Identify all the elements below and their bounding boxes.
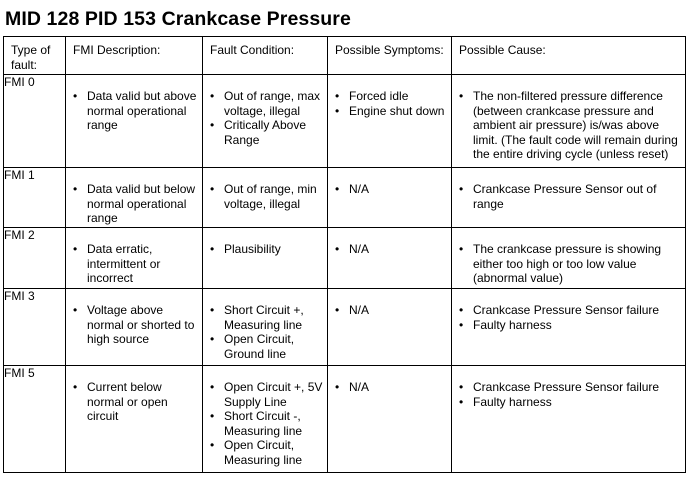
bullet-item: • N/A xyxy=(334,182,447,197)
fault-condition-list xyxy=(209,303,323,361)
page-title: MID 128 PID 153 Crankcase Pressure xyxy=(5,8,351,30)
bullet-item: • Data valid but below normal operational range xyxy=(72,182,198,226)
fmi-description-cell xyxy=(66,366,203,473)
fault-condition-cell xyxy=(203,366,328,473)
fmi-description-list xyxy=(72,242,198,286)
possible-cause-cell xyxy=(452,289,686,366)
header-possible-cause: Possible Cause: xyxy=(452,37,686,75)
fault-condition-cell xyxy=(203,228,328,289)
bullet-item: • Crankcase Pressure Sensor out of range xyxy=(458,182,681,211)
fmi-description-cell xyxy=(66,289,203,366)
table-header-row xyxy=(4,37,686,75)
fault-code-table xyxy=(3,36,686,473)
fmi-description-list xyxy=(72,303,198,347)
fmi-description-cell xyxy=(66,228,203,289)
possible-cause-list xyxy=(458,303,681,332)
possible-cause-cell xyxy=(452,366,686,473)
bullet-item: • Plausibility xyxy=(209,242,323,257)
fault-condition-list xyxy=(209,242,323,257)
bullet-item: • Forced idle xyxy=(334,89,447,104)
bullet-item: • Crankcase Pressure Sensor failure xyxy=(458,303,681,318)
bullet-item: • Short Circuit -, Measuring line xyxy=(209,409,323,438)
possible-symptoms-cell xyxy=(328,75,452,168)
bullet-item: • Out of range, min voltage, illegal xyxy=(209,182,323,211)
bullet-item: • Critically Above Range xyxy=(209,118,323,147)
fmi-description-cell xyxy=(66,168,203,228)
fmi-description-cell xyxy=(66,75,203,168)
fault-type-cell: FMI 1 xyxy=(4,168,66,228)
table-row xyxy=(4,75,686,168)
fault-condition-list xyxy=(209,380,323,467)
possible-cause-list xyxy=(458,380,681,409)
bullet-item: • Out of range, max voltage, illegal xyxy=(209,89,323,118)
possible-symptoms-cell xyxy=(328,366,452,473)
bullet-item: • Voltage above normal or shorted to high source xyxy=(72,303,198,347)
bullet-item: • Current below normal or open circuit xyxy=(72,380,198,424)
fault-condition-list xyxy=(209,182,323,211)
bullet-item: • Engine shut down xyxy=(334,104,447,119)
bullet-item: • N/A xyxy=(334,380,447,395)
fault-condition-cell xyxy=(203,289,328,366)
bullet-item: • Data erratic, intermittent or incorrect xyxy=(72,242,198,286)
possible-cause-list xyxy=(458,89,681,162)
bullet-item: • Open Circuit, Ground line xyxy=(209,332,323,361)
bullet-item: • N/A xyxy=(334,303,447,318)
bullet-item: • Open Circuit, Measuring line xyxy=(209,438,323,467)
possible-symptoms-list xyxy=(334,242,447,257)
possible-cause-list xyxy=(458,182,681,211)
bullet-item: • Faulty harness xyxy=(458,318,681,333)
fault-condition-cell xyxy=(203,75,328,168)
possible-symptoms-list xyxy=(334,182,447,197)
possible-cause-cell xyxy=(452,75,686,168)
header-fmi-description: FMI Description: xyxy=(66,37,203,75)
fault-condition-cell xyxy=(203,168,328,228)
bullet-item: • The crankcase pressure is showing either too high or too low value (abnormal value) xyxy=(458,242,681,286)
possible-symptoms-cell xyxy=(328,168,452,228)
fault-condition-list xyxy=(209,89,323,147)
possible-symptoms-cell xyxy=(328,289,452,366)
bullet-item: • Open Circuit +, 5V Supply Line xyxy=(209,380,323,409)
possible-symptoms-list xyxy=(334,89,447,118)
fmi-description-list xyxy=(72,380,198,424)
bullet-item: • Crankcase Pressure Sensor failure xyxy=(458,380,681,395)
possible-symptoms-list xyxy=(334,380,447,395)
bullet-item: • N/A xyxy=(334,242,447,257)
table-row xyxy=(4,168,686,228)
table-row xyxy=(4,366,686,473)
possible-symptoms-list xyxy=(334,303,447,318)
table-body xyxy=(4,75,686,473)
fault-type-cell: FMI 2 xyxy=(4,228,66,289)
header-possible-symptoms: Possible Symptoms: xyxy=(328,37,452,75)
fault-type-cell: FMI 5 xyxy=(4,366,66,473)
bullet-item: • Faulty harness xyxy=(458,395,681,410)
possible-cause-cell xyxy=(452,228,686,289)
possible-cause-list xyxy=(458,242,681,286)
header-type-of-fault: Type of fault: xyxy=(4,37,66,75)
possible-symptoms-cell xyxy=(328,228,452,289)
bullet-item: • The non-filtered pressure difference (between crankcase pressure and ambient air pressure) is/was above limit. (The fault code will remain during the entire driving cycle (unless reset) xyxy=(458,89,681,162)
fmi-description-list xyxy=(72,89,198,133)
possible-cause-cell xyxy=(452,168,686,228)
fmi-description-list xyxy=(72,182,198,226)
fault-type-cell: FMI 0 xyxy=(4,75,66,168)
header-fault-condition: Fault Condition: xyxy=(203,37,328,75)
fault-type-cell: FMI 3 xyxy=(4,289,66,366)
table-row xyxy=(4,228,686,289)
table-row xyxy=(4,289,686,366)
bullet-item: • Short Circuit +, Measuring line xyxy=(209,303,323,332)
bullet-item: • Data valid but above normal operational range xyxy=(72,89,198,133)
